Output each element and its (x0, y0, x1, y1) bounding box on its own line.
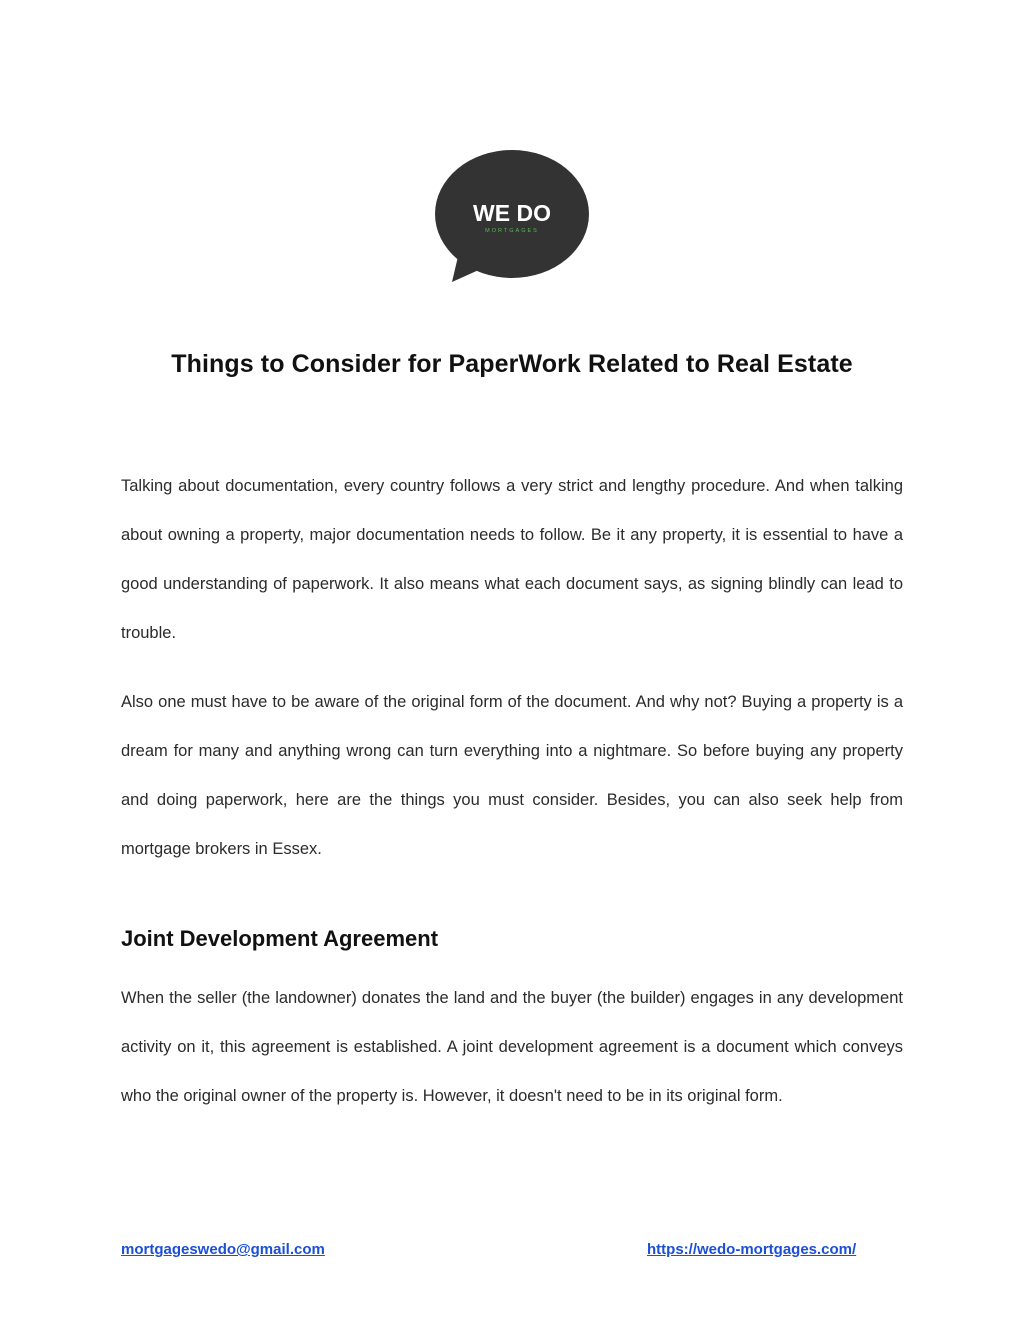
logo-text: WE DO (473, 200, 551, 226)
section-body-joint-development: When the seller (the landowner) donates the land and the buyer (the builder) engages in any development activity on it, this agreement is established. A joint development agreement is a document which conveys who the original owner of the property is. However, it doesn't need to be in its original form. (121, 989, 903, 1105)
paragraph-intro: Talking about documentation, every country follows a very strict and lengthy procedure. And when talking about owning a property, major documentation needs to follow. Be it any property, it is essential to have a good understanding of paperwork. It also means what each document says, as signing blindly can lead to trouble. (121, 477, 903, 642)
speech-bubble-logo-icon (430, 148, 594, 288)
logo-subtext: MORTGAGES (485, 228, 539, 234)
page-title: Things to Consider for PaperWork Related to Real Estate (171, 350, 853, 378)
footer-email-link[interactable]: mortgageswedo@gmail.com (121, 1241, 325, 1258)
section-heading-joint-development: Joint Development Agreement (121, 926, 439, 951)
paragraph-original-form: Also one must have to be aware of the original form of the document. And why not? Buying a property is a dream for many and anything wrong can turn everything into a nightmare. So before buying any property and doing paperwork, here are the things you must consider. Besides, you can also seek help from mortgage brokers in Essex. (121, 693, 903, 858)
footer-website-link[interactable]: https://wedo-mortgages.com/ (647, 1241, 857, 1258)
wedo-mortgages-logo (430, 148, 594, 288)
